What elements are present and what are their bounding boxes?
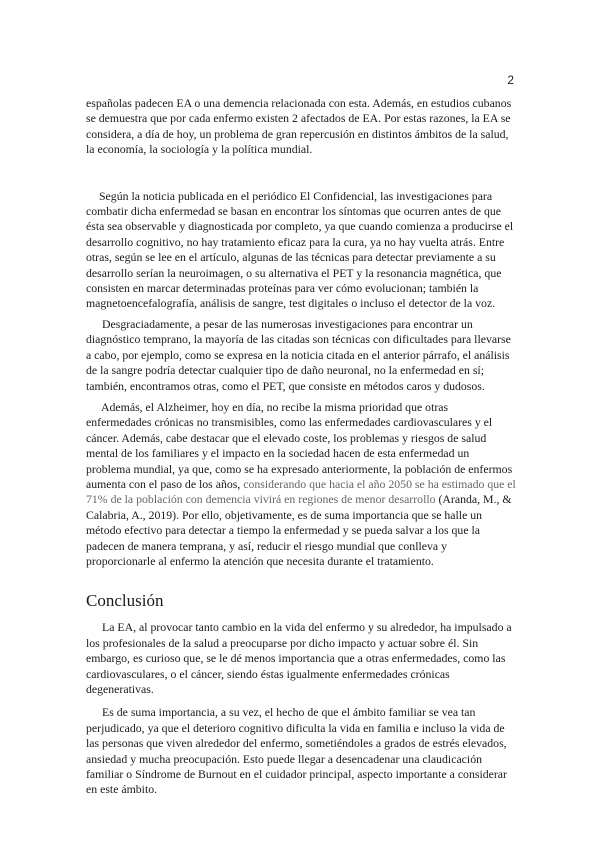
paragraph-conclusion-2: Es de suma importancia, a su vez, el hecho de que el ámbito familiar se vea tan perjudicado, ya que el deterioro cognitivo dificulta la vida en familia e incluso la vida de las personas que viven alrededor del enfermo, sometiéndoles a grados de estrés elevados, ansiedad y mucha preocupación. Esto puede llegar a desencadenar una claudicación familiar o Síndrome de Burnout en el cuidador principal, aspecto importante a considerar en este ámbito.	[86, 705, 507, 797]
paragraph-prioridad-text-b: (Aranda, M., & Calabria, A., 2019). Por ello, objetivamente, es de suma importancia que se halle un método efectivo para detectar a tiempo la enfermedad y se pueda salvar a los que la padecen de manera temprana, y así, reducir el riesgo mundial que conlleva y proporcionarle al enfermo la atención que necesita durante el tratamiento.	[86, 492, 512, 568]
page-number: 2	[507, 73, 514, 87]
paragraph-prioridad	[86, 400, 516, 569]
paragraph-el-confidencial: Según la noticia publicada en el periódico El Confidencial, las investigaciones para combatir dicha enfermedad se basan en encontrar los síntomas que ocurren antes de que ésta sea observable y diagnosticada por completo, ya que cuando comienza a producirse el desarrollo cognitivo, no hay tratamiento eficaz para la cura, ya no hay vuelta atrás. Entre otras, según se lee en el artículo, algunas de las técnicas para detectar previamente a su desarrollo serían la neuroimagen, o su alternativa el PET y la resonancia magnética, que consisten en marcar determinadas proteínas para ver cómo evolucionan; también la magnetoencefalografía, análisis de sangre, test digitales o incluso el detector de la voz.	[86, 188, 514, 311]
quoted-citation-text: considerando que hacia el año 2050 se ha estimado que el 71% de la población con demencia vivirá en regiones de menor desarrollo	[86, 476, 516, 507]
document-body	[86, 96, 516, 798]
section-heading-conclusion: Conclusión	[86, 591, 164, 611]
paragraph-intro-continuation: españolas padecen EA o una demencia relacionada con esta. Además, en estudios cubanos se demuestra que por cada enfermo existen 2 afectados de EA. Por estas razones, la EA se considera, a día de hoy, un problema de gran repercusión en distintos ámbitos de la salud, la economía, la sociología y la política mundial.	[86, 96, 512, 157]
paragraph-prioridad-text-a: Además, el Alzheimer, hoy en día, no recibe la misma prioridad que otras enfermedades crónicas no transmisibles, como las enfermedades cardiovasculares y el cáncer. Además, cabe destacar que el elevado coste, los problemas y riesgos de salud mental de los familiares y el impacto en la sociedad hacen de esta enfermedad un problema mundial, ya que, como se ha expresado anteriormente, la población de enfermos aumenta con el paso de los años,	[86, 399, 513, 491]
paragraph-conclusion-1: La EA, al provocar tanto cambio en la vida del enfermo y su alrededor, ha impulsado a los profesionales de la salud a preocuparse por dicho impacto y actuar sobre él. Sin embargo, es curioso que, se le dé menos importancia que a otras enfermedades, como las cardiovasculares, o el cáncer, siendo éstas igualmente enfermedades crónicas degenerativas.	[86, 620, 512, 696]
paragraph-diagnostico: Desgraciadamente, a pesar de las numerosas investigaciones para encontrar un diagnóstico temprano, la mayoría de las citadas son técnicas con dificultades para llevarse a cabo, por ejemplo, como se expresa en la noticia citada en el anterior párrafo, el análisis de la sangre podría detectar cualquier tipo de daño neuronal, no la enfermedad en sí; también, encontramos otras, como el PET, que consiste en métodos caros y dudosos.	[86, 316, 511, 393]
